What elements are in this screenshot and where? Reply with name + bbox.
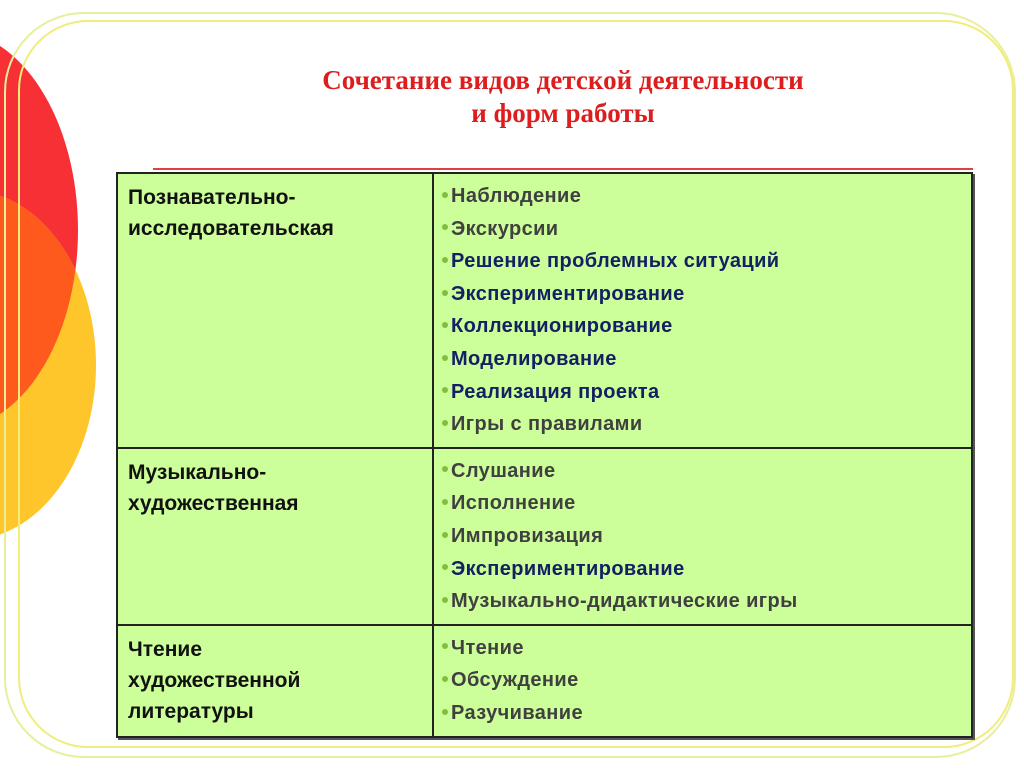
list-item-text: Экспериментирование (451, 282, 685, 305)
list-item (442, 408, 971, 441)
category-label: Музыкально- художественная (128, 460, 299, 515)
list-item-text: Реализация проекта (451, 380, 660, 403)
title-line-2: и форм работы (471, 98, 655, 128)
bullet-icon (442, 420, 448, 426)
table-row (117, 625, 972, 737)
list-item (442, 520, 971, 553)
bullet-icon (442, 676, 448, 682)
list-item (442, 180, 971, 213)
title-line-1: Сочетание видов детской деятельности (322, 65, 804, 95)
list-item (442, 376, 971, 409)
list-item-text: Коллекционирование (451, 315, 673, 338)
forms-list (442, 455, 971, 618)
list-item (442, 278, 971, 311)
forms-cell (433, 625, 972, 737)
bullet-icon (442, 532, 448, 538)
list-item-text: Решение проблемных ситуаций (451, 250, 780, 273)
forms-list (442, 632, 971, 730)
list-item-text: Слушание (451, 459, 556, 482)
bullet-icon (442, 387, 448, 393)
list-item (442, 664, 971, 697)
category-label: Чтение художественной литературы (128, 637, 301, 723)
bullet-icon (442, 466, 448, 472)
list-item-text: Музыкально-дидактические игры (451, 590, 798, 613)
list-item (442, 632, 971, 665)
slide-title (200, 64, 926, 130)
bullet-icon (442, 709, 448, 715)
list-item-text: Экспериментирование (451, 557, 685, 580)
activity-table (116, 172, 973, 738)
forms-cell (433, 448, 972, 625)
category-label: Познавательно- исследовательская (128, 186, 334, 240)
bullet-icon (442, 322, 448, 328)
list-item-text: Чтение (451, 636, 524, 659)
forms-list (442, 180, 971, 441)
list-item-text: Импровизация (451, 524, 604, 547)
list-item-text: Исполнение (451, 492, 576, 515)
list-item (442, 310, 971, 343)
bullet-icon (442, 192, 448, 198)
list-item-text: Разучивание (451, 701, 583, 724)
list-item (442, 553, 971, 586)
title-divider (153, 168, 973, 170)
bullet-icon (442, 224, 448, 230)
table-row (117, 173, 972, 448)
category-cell (117, 625, 433, 737)
list-item-text: Игры с правилами (451, 413, 643, 436)
list-item (442, 585, 971, 618)
bullet-icon (442, 355, 448, 361)
forms-cell (433, 173, 972, 448)
table-row (117, 448, 972, 625)
category-cell (117, 448, 433, 625)
list-item (442, 487, 971, 520)
list-item-text: Экскурсии (451, 217, 559, 240)
bullet-icon (442, 564, 448, 570)
bullet-icon (442, 499, 448, 505)
list-item-text: Наблюдение (451, 185, 582, 207)
list-item-text: Моделирование (451, 347, 617, 370)
list-item (442, 245, 971, 278)
list-item-text: Обсуждение (451, 669, 579, 692)
list-item (442, 455, 971, 488)
bullet-icon (442, 643, 448, 649)
list-item (442, 213, 971, 246)
bullet-icon (442, 290, 448, 296)
list-item (442, 697, 971, 730)
list-item (442, 343, 971, 376)
bullet-icon (442, 597, 448, 603)
bullet-icon (442, 257, 448, 263)
category-cell (117, 173, 433, 448)
